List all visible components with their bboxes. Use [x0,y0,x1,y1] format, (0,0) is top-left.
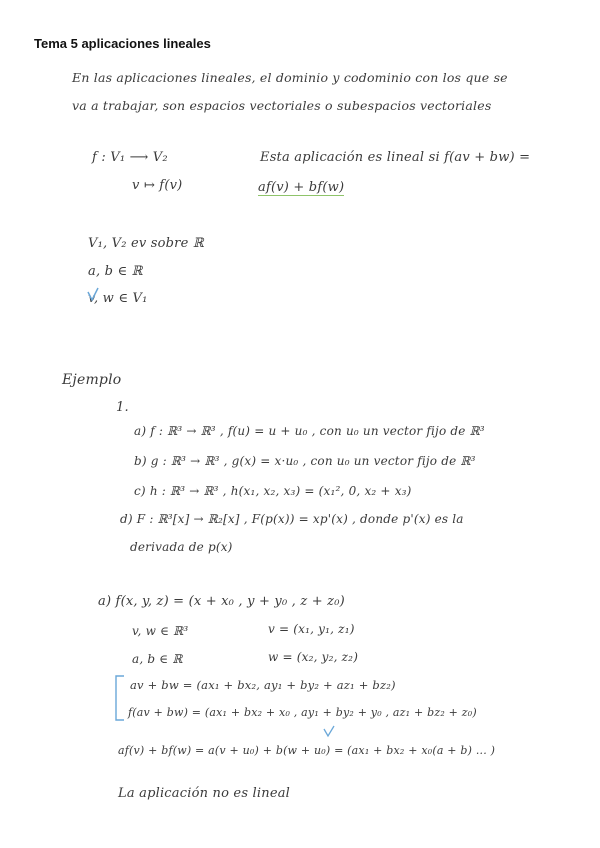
intro-line-1: En las aplicaciones lineales, el dominio y codominio con los que se [72,70,508,85]
example-d-line-1: d) F : ℝ³[x] → ℝ₂[x] , F(p(x)) = xp'(x) , donde p'(x) es la [120,512,464,526]
vectors-line: v, w ∈ V₁ [88,291,148,306]
example-a: a) f : ℝ³ → ℝ³ , f(u) = u + u₀ , con u₀ un vector fijo de ℝ³ [134,424,485,438]
example-d-line-2: derivada de p(x) [130,540,233,554]
intro-line-2: va a trabajar, son espacios vectoriales o subespacios vectoriales [72,98,492,113]
blue-tick-mark-2 [322,724,336,740]
solution-a-line-2: v, w ∈ ℝ³ [132,624,189,638]
solution-a-line-3: v = (x₁, y₁, z₁) [268,622,355,636]
solution-conclusion: La aplicación no es lineal [118,786,291,801]
bracket-mark [112,674,126,724]
linearity-text: Esta aplicación es lineal si f(av + bw) = [260,150,531,165]
linearity-condition [260,150,530,165]
example-heading: Ejemplo [62,372,122,388]
example-c: c) h : ℝ³ → ℝ³ , h(x₁, x₂, x₃) = (x₁², 0, x₂ + x₃) [134,484,412,498]
solution-a-line-5: w = (x₂, y₂, z₂) [268,650,359,664]
map-definition: f : V₁ ⟶ V₂ [92,150,168,165]
example-number: 1. [116,400,129,415]
example-b: b) g : ℝ³ → ℝ³ , g(x) = x·u₀ , con u₀ un vector fijo de ℝ³ [134,454,476,468]
solution-a-line-1: a) f(x, y, z) = (x + x₀ , y + y₀ , z + z₀) [98,594,345,609]
scalars-line: a, b ∈ ℝ [88,264,143,279]
linearity-result: af(v) + bf(w) [258,180,345,195]
map-rule: v ↦ f(v) [132,178,183,193]
blue-tick-mark [86,286,100,304]
solution-a-line-7: f(av + bw) = (ax₁ + bx₂ + x₀ , ay₁ + by₂ + y₀ , az₁ + bz₂ + z₀) [128,706,477,719]
page-title: Tema 5 aplicaciones lineales [34,36,211,51]
vector-spaces-line: V₁, V₂ ev sobre ℝ [88,236,204,251]
solution-a-line-8: af(v) + bf(w) = a(v + u₀) + b(w + u₀) = (ax₁ + bx₂ + x₀(a + b) ... ) [118,744,496,757]
solution-a-line-4: a, b ∈ ℝ [132,652,183,666]
solution-a-line-6: av + bw = (ax₁ + bx₂, ay₁ + by₂ + az₁ + bz₂) [130,678,396,692]
